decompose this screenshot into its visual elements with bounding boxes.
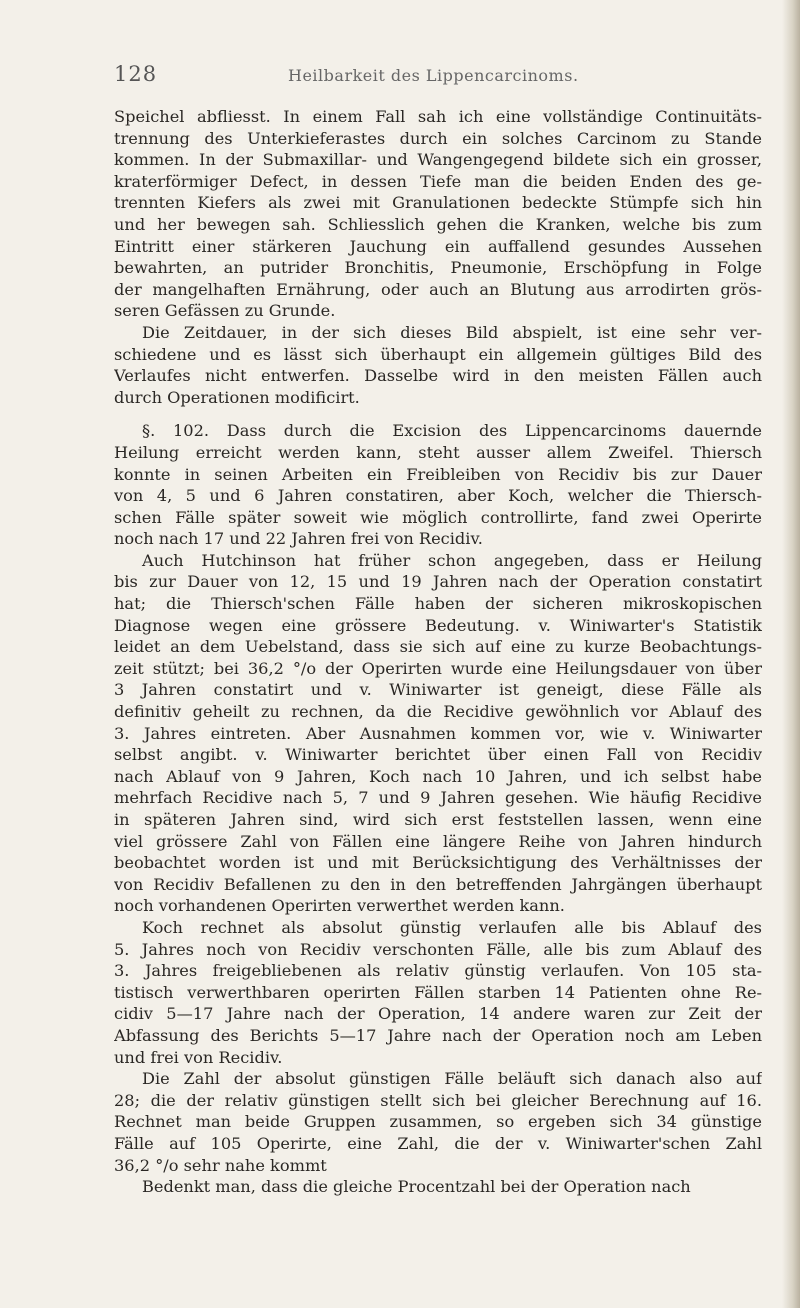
text-line: 3. Jahres eintreten. Aber Ausnahmen kommen vor, wie v. Winiwarter — [114, 723, 762, 743]
text-line: von Recidiv Befallenen zu den in den betreffenden Jahrgängen überhaupt — [114, 874, 762, 894]
text-line: hat; die Thiersch'schen Fälle haben der sicheren mikroskopischen — [114, 594, 762, 614]
text-line: bis zur Dauer von 12, 15 und 19 Jahren nach der Operation constatirt — [114, 572, 762, 592]
text-line: schen Fälle später soweit wie möglich controllirte, fand zwei Operirte — [114, 507, 762, 527]
paragraph — [114, 322, 762, 408]
text-line: Diagnose wegen eine grössere Bedeutung. v. Winiwarter's Statistik — [114, 615, 762, 635]
text-line: bewahrten, an putrider Bronchitis, Pneumonie, Erschöpfung in Folge — [114, 258, 762, 278]
text-line: und her bewegen sah. Schliesslich gehen die Kranken, welche bis zum — [114, 214, 762, 234]
page-edge-shadow — [782, 0, 800, 1308]
text-line: 5. Jahres noch von Recidiv verschonten Fälle, alle bis zum Ablauf des — [114, 939, 762, 959]
text-line: in späteren Jahren sind, wird sich erst feststellen lassen, wenn eine — [114, 810, 762, 829]
paragraph — [114, 1068, 762, 1176]
text-line: trennung des Unterkieferastes durch ein solches Carcinom zu Stande — [114, 128, 762, 148]
text-line: zeit stützt; bei 36,2 °/o der Operirten wurde eine Heilungsdauer von über — [114, 658, 762, 678]
text-line: Verlaufes nicht entwerfen. Dasselbe wird in den meisten Fällen auch — [114, 366, 762, 386]
text-line: und frei von Recidiv. — [114, 1047, 283, 1067]
text-line: Die Zahl der absolut günstigen Fälle beläuft sich danach also auf — [142, 1069, 762, 1089]
text-line: §. 102. Dass durch die Excision des Lippencarcinoms dauernde — [142, 421, 762, 441]
running-title: Heilbarkeit des Lippencarcinoms. — [288, 66, 579, 85]
text-line: definitiv geheilt zu rechnen, da die Recidive gewöhnlich vor Ablauf des — [114, 702, 762, 722]
text-line: 28; die der relativ günstigen stellt sich bei gleicher Berechnung auf 16. — [114, 1090, 762, 1110]
text-line: Die Zeitdauer, in der sich dieses Bild abspielt, ist eine sehr ver- — [142, 322, 762, 342]
page-number: 128 — [114, 62, 158, 86]
text-line: Fälle auf 105 Operirte, eine Zahl, die der v. Winiwarter'schen Zahl — [114, 1133, 762, 1153]
text-line: Abfassung des Berichts 5—17 Jahre nach der Operation noch am Leben — [114, 1025, 762, 1045]
text-line: mehrfach Recidive nach 5, 7 und 9 Jahren gesehen. Wie häufig Recidive — [114, 788, 762, 808]
text-line: seren Gefässen zu Grunde. — [114, 301, 336, 321]
text-line: tistisch verwerthbaren operirten Fällen starben 14 Patienten ohne Re- — [114, 982, 762, 1002]
text-line: beobachtet worden ist und mit Berücksichtigung des Verhältnisses der — [114, 853, 762, 873]
text-line: konnte in seinen Arbeiten ein Freibleiben von Recidiv bis zur Dauer — [114, 464, 762, 484]
text-line: cidiv 5—17 Jahre nach der Operation, 14 andere waren zur Zeit der — [114, 1004, 762, 1024]
paragraph — [114, 917, 762, 1068]
text-line: Koch rechnet als absolut günstig verlaufen alle bis Ablauf des — [142, 917, 762, 937]
text-line: Eintritt einer stärkeren Jauchung ein auffallend gesundes Aussehen — [114, 236, 762, 256]
text-line: 3. Jahres freigebliebenen als relativ günstig verlaufen. Von 105 sta- — [114, 961, 762, 981]
text-line: Rechnet man beide Gruppen zusammen, so ergeben sich 34 günstige — [114, 1112, 762, 1132]
page-header — [110, 62, 760, 92]
text-line: schiedene und es lässt sich überhaupt ein allgemein gültiges Bild des — [114, 344, 762, 364]
text-line: durch Operationen modificirt. — [114, 387, 360, 407]
text-line: von 4, 5 und 6 Jahren constatiren, aber Koch, welcher die Thiersch- — [114, 486, 762, 506]
section-gap — [114, 408, 762, 420]
text-line: trennten Kiefers als zwei mit Granulationen bedeckte Stümpfe sich hin — [114, 193, 762, 213]
text-line: kraterförmiger Defect, in dessen Tiefe man die beiden Enden des ge- — [114, 171, 762, 191]
text-line: Heilung erreicht werden kann, steht ausser allem Zweifel. Thiersch — [114, 442, 762, 462]
text-line: selbst angibt. v. Winiwarter berichtet über einen Fall von Recidiv — [114, 745, 762, 765]
text-line: noch vorhandenen Operirten verwerthet werden kann. — [114, 896, 565, 916]
paragraph — [114, 550, 762, 917]
paragraph — [114, 1176, 762, 1198]
paragraph — [114, 106, 762, 322]
text-line: kommen. In der Submaxillar- und Wangengegend bildete sich ein grosser, — [114, 150, 762, 170]
text-line: Bedenkt man, dass die gleiche Procentzahl bei der Operation nach — [142, 1177, 691, 1197]
text-line: Speichel abfliesst. In einem Fall sah ich eine vollständige Continuitäts- — [114, 107, 762, 126]
text-line: leidet an dem Uebelstand, dass sie sich auf eine zu kurze Beobachtungs- — [114, 637, 762, 657]
text-line: 3 Jahren constatirt und v. Winiwarter ist geneigt, diese Fälle als — [114, 680, 762, 700]
text-line: Auch Hutchinson hat früher schon angegeben, dass er Heilung — [142, 550, 762, 570]
paragraph — [114, 420, 762, 550]
text-line: 36,2 °/o sehr nahe kommt — [114, 1155, 327, 1175]
body-text — [114, 106, 762, 1198]
text-line: der mangelhaften Ernährung, oder auch an Blutung aus arrodirten grös- — [114, 279, 762, 299]
text-line: noch nach 17 und 22 Jahren frei von Recidiv. — [114, 529, 483, 549]
text-line: viel grössere Zahl von Fällen eine längere Reihe von Jahren hindurch — [114, 831, 762, 851]
text-line: nach Ablauf von 9 Jahren, Koch nach 10 Jahren, und ich selbst habe — [114, 766, 762, 786]
